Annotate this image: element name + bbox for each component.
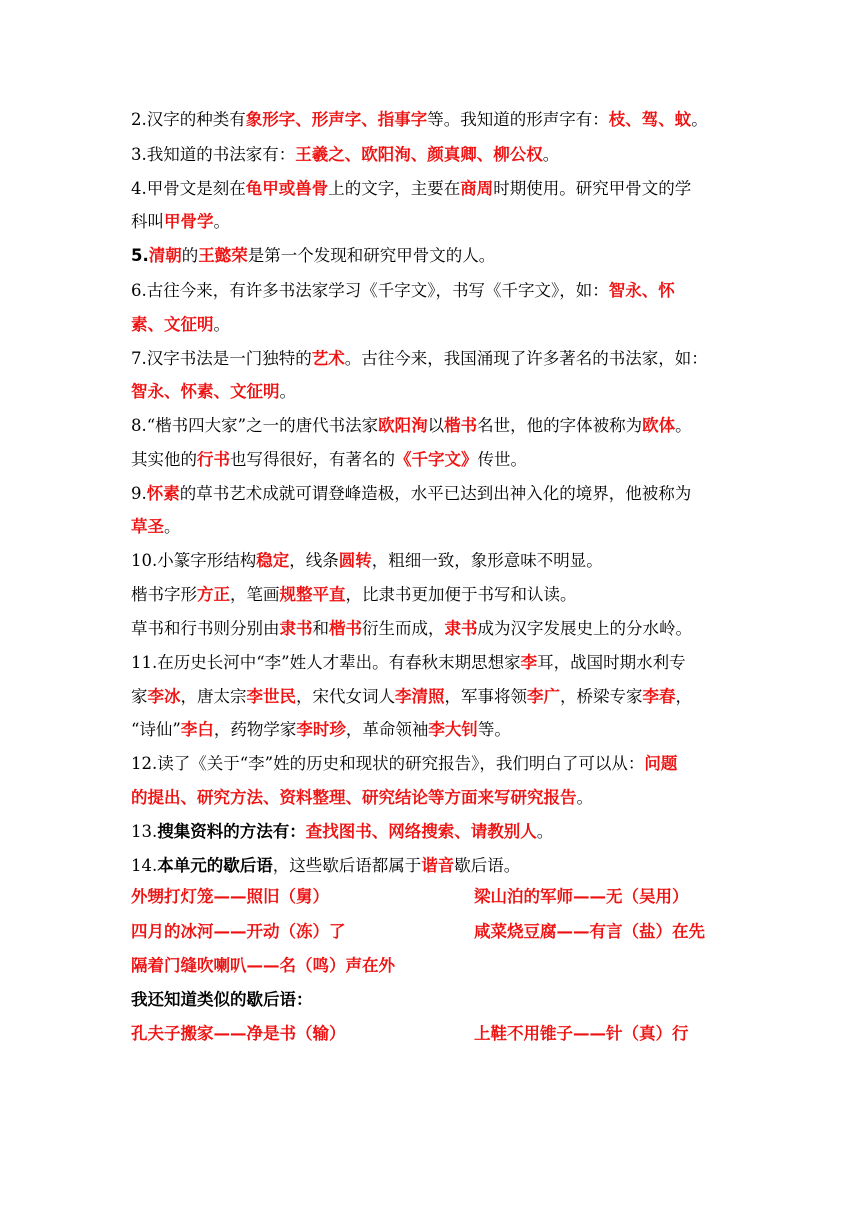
text-line xyxy=(131,584,577,606)
answer-text: 李春 xyxy=(642,687,676,706)
answer-text: 行书 xyxy=(197,450,230,469)
text-segment: 传世。 xyxy=(477,450,527,469)
text-segment: 的 xyxy=(181,246,199,265)
text-line xyxy=(131,245,495,267)
answer-text: 方正 xyxy=(197,585,230,604)
text-segment: 和 xyxy=(312,619,329,638)
answer-text: 问题 xyxy=(644,754,678,773)
text-segment: 家 xyxy=(131,687,148,706)
text-segment: ，宋代女词人 xyxy=(296,687,395,706)
text-line xyxy=(131,144,559,166)
answer-text: 商周 xyxy=(460,179,494,198)
answer-text: 象形字、形声字、指事字 xyxy=(245,110,428,129)
text-line xyxy=(131,652,686,674)
text-segment: 本单元的歇后语 xyxy=(157,856,273,875)
text-segment: 科叫 xyxy=(131,212,164,231)
idiom-2-right: 咸菜烧豆腐——有言（盐）在先 xyxy=(474,922,705,941)
text-segment: 其实他的 xyxy=(131,450,197,469)
text-line xyxy=(131,855,520,877)
answer-text: 谐音 xyxy=(421,856,455,875)
text-segment: 。 xyxy=(576,788,593,807)
text-segment: 歇后语。 xyxy=(454,856,521,875)
text-segment: 。 xyxy=(675,416,692,435)
more-idiom-right: 上鞋不用锥子——针（真）行 xyxy=(474,1024,689,1043)
answer-text: 李世民 xyxy=(246,687,296,706)
text-segment: ，比隶书更加便于书写和认读。 xyxy=(345,585,577,604)
text-segment: 上的文字，主要在 xyxy=(328,179,461,198)
text-line xyxy=(131,178,691,200)
answer-text: 李 xyxy=(520,653,538,672)
text-segment: 以 xyxy=(427,416,445,435)
text-segment: 14. xyxy=(131,856,158,875)
text-segment: 。 xyxy=(213,315,230,334)
answer-text: 楷书 xyxy=(329,619,362,638)
text-line xyxy=(131,314,230,336)
answer-text: 规整平直 xyxy=(279,585,346,604)
text-segment: 。 xyxy=(213,212,230,231)
text-segment: ，革命领袖 xyxy=(345,720,429,739)
text-line xyxy=(131,821,553,843)
text-segment: 。 xyxy=(279,382,296,401)
text-segment: ， xyxy=(675,687,692,706)
text-segment: 3.我知道的书法家有： xyxy=(131,145,296,164)
answer-text: 李时珍 xyxy=(296,720,346,739)
answer-text: 龟甲或兽骨 xyxy=(245,179,329,198)
text-line xyxy=(131,516,181,538)
text-segment: 衍生而成， xyxy=(362,619,445,638)
text-segment: 11.在历史长河中“李”姓人才辈出。有春秋末期思想家 xyxy=(131,653,521,672)
text-segment: 时期使用。研究甲骨文的学 xyxy=(493,179,692,198)
answer-text: 智永、怀素、文征明 xyxy=(131,382,280,401)
also-know-label: 我还知道类似的歇后语： xyxy=(131,990,313,1009)
answer-text: 怀素 xyxy=(146,484,180,503)
text-segment: “诗仙” xyxy=(131,720,181,739)
text-line xyxy=(131,381,296,403)
text-segment: ，这些歇后语都属于 xyxy=(272,856,422,875)
text-line xyxy=(131,449,527,471)
text-segment: 4.甲骨文是刻在 xyxy=(131,179,246,198)
text-line xyxy=(131,280,675,302)
answer-text: 素、文征明 xyxy=(131,315,214,334)
answer-text: 稳定 xyxy=(256,551,290,570)
text-segment: 2.汉字的种类有 xyxy=(131,110,246,129)
answer-text: 隶书 xyxy=(444,619,478,638)
text-segment: ，唐太宗 xyxy=(180,687,247,706)
text-line xyxy=(131,109,708,131)
text-segment: 搜集资料的方法有： xyxy=(157,822,306,841)
text-line xyxy=(131,719,511,741)
text-line xyxy=(131,787,593,809)
text-segment: 。 xyxy=(691,110,708,129)
answer-text: 草圣 xyxy=(131,517,164,536)
text-line xyxy=(131,686,692,708)
text-segment: 等。我知道的形声字有： xyxy=(427,110,609,129)
answer-text: 清朝 xyxy=(148,246,182,265)
text-line xyxy=(131,211,230,233)
answer-text: 李清照 xyxy=(395,687,445,706)
answer-text: 艺术 xyxy=(311,349,345,368)
answer-text: 隶书 xyxy=(279,619,313,638)
text-segment: ，笔画 xyxy=(230,585,280,604)
text-line xyxy=(131,753,677,775)
text-line xyxy=(131,550,603,572)
text-segment: 。 xyxy=(536,822,554,841)
answer-text: 《千字文》 xyxy=(395,450,478,469)
text-segment: 成为汉字发展史上的分水岭。 xyxy=(477,619,692,638)
idiom-3-left: 隔着门缝吹喇叭——名（鸣）声在外 xyxy=(131,956,395,975)
more-idiom-left: 孔夫子搬家——净是书（输） xyxy=(131,1024,346,1043)
text-segment: 12.读了《关于“李”姓的历史和现状的研究报告》，我们明白了可以从： xyxy=(131,754,645,773)
answer-text: 查找图书、网络搜索、请教别人 xyxy=(305,822,537,841)
text-segment: ，粗细一致，象形意味不明显。 xyxy=(371,551,603,570)
answer-text: 李冰 xyxy=(147,687,181,706)
text-segment: 的草书艺术成就可谓登峰造极，水平已达到出神入化的境界，他被称为 xyxy=(179,484,692,503)
text-segment: 草书和行书则分别由 xyxy=(131,619,280,638)
answer-text: 王羲之、欧阳洵、颜真卿、柳公权 xyxy=(295,145,543,164)
text-segment: 。 xyxy=(542,145,560,164)
answer-text: 李大钊 xyxy=(428,720,478,739)
text-segment: ，桥梁专家 xyxy=(560,687,643,706)
answer-text: 王懿荣 xyxy=(198,246,248,265)
text-segment: ，军事将领 xyxy=(444,687,527,706)
answer-text: 甲骨学 xyxy=(164,212,214,231)
text-segment: ，线条 xyxy=(289,551,339,570)
answer-text: 的提出、研究方法、资料整理、研究结论等方面来写研究报告 xyxy=(131,788,577,807)
answer-text: 欧阳洵 xyxy=(378,416,428,435)
text-segment: 7.汉字书法是一门独特的 xyxy=(131,349,312,368)
text-segment: 。 xyxy=(164,517,181,536)
answer-text: 楷书 xyxy=(444,416,478,435)
answer-text: 枝、驾、蚊 xyxy=(608,110,692,129)
idiom-1-left: 外甥打灯笼——照旧（舅） xyxy=(131,887,329,906)
text-segment: 9. xyxy=(131,484,147,503)
text-segment: 耳，战国时期水利专 xyxy=(537,653,686,672)
idiom-2-left: 四月的冰河——开动（冻）了 xyxy=(131,922,346,941)
answer-text: 李广 xyxy=(527,687,560,706)
text-segment: 楷书字形 xyxy=(131,585,197,604)
text-segment: 等。 xyxy=(477,720,511,739)
text-segment: 13. xyxy=(131,822,158,841)
text-segment: 6.古往今来，有许多书法家学习《千字文》，书写《千字文》，如： xyxy=(131,281,609,300)
text-segment: 8.“楷书四大家”之一的唐代书法家 xyxy=(131,416,379,435)
text-line xyxy=(131,618,692,640)
text-segment: 。古往今来，我国涌现了许多著名的书法家，如： xyxy=(344,349,708,368)
text-segment: 名世，他的字体被称为 xyxy=(477,416,643,435)
text-line xyxy=(131,348,708,370)
text-segment: 5. xyxy=(131,246,149,265)
text-segment: 也写得很好，有著名的 xyxy=(230,450,395,469)
answer-text: 李白 xyxy=(180,720,214,739)
answer-text: 欧体 xyxy=(642,416,676,435)
answer-text: 智永、怀 xyxy=(608,281,675,300)
text-segment: 10.小篆字形结构 xyxy=(131,551,257,570)
text-segment: 是第一个发现和研究甲骨文的人。 xyxy=(247,246,496,265)
idiom-1-right: 梁山泊的军师——无（吴用） xyxy=(474,887,689,906)
answer-text: 圆转 xyxy=(338,551,372,570)
text-line xyxy=(131,415,692,437)
text-segment: ，药物学家 xyxy=(213,720,297,739)
text-line xyxy=(131,483,691,505)
